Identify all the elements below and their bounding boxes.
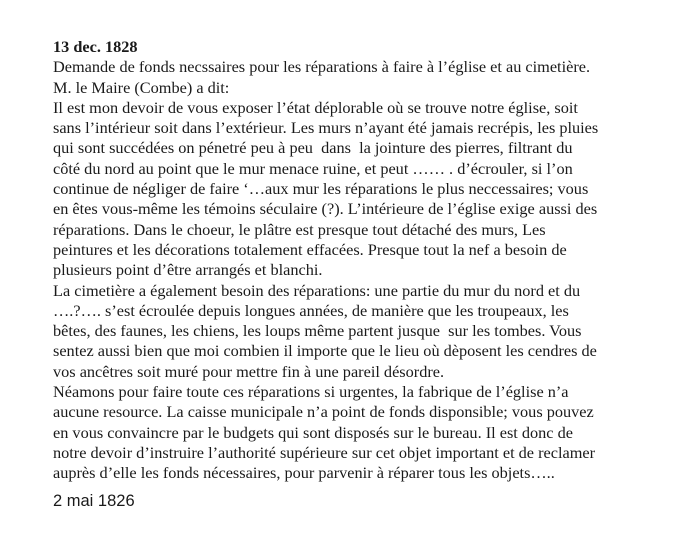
- text-line-4: sans l’intérieur soit dans l’extérieur. Les murs n’ayant été jamais recrépis, les pluies: [53, 118, 599, 138]
- text-line-19: en vous convaincre par le budgets qui sont disposés sur le bureau. Il est donc de: [53, 422, 573, 442]
- text-line-15: sentez aussi bien que moi combien il importe que le lieu où dèposent les cendres de: [53, 341, 597, 361]
- document-body: [53, 37, 673, 484]
- heading-date: 13 dec. 1828: [53, 37, 138, 56]
- footer-date: 2 mai 1826: [53, 492, 135, 510]
- text-line-20: notre devoir d’instruire l’authorité supérieure sur cet objet important et de reclamer: [53, 442, 596, 462]
- text-line-18: aucune resource. La caisse municipale n’a point de fonds disponsible; vous pouvez: [53, 402, 594, 422]
- text-line-7: continue de négliger de faire ‘…aux mur les réparations le plus neccessaires; vous: [53, 179, 589, 199]
- text-line-2: M. le Maire (Combe) a dit:: [53, 77, 230, 97]
- text-line-17: Néamons pour faire toute ces réparations si urgentes, la fabrique de l’église n’a: [53, 382, 569, 402]
- text-line-9: réparations. Dans le choeur, le plâtre est presque tout détaché des murs, Les: [53, 219, 546, 239]
- text-line-16: vos ancêtres soit muré pour mettre fin à une pareil désordre.: [53, 361, 445, 381]
- text-line-8: en êtes vous-même les témoins séculaire (?). L’intérieure de l’église exige aussi des: [53, 199, 598, 219]
- text-line-12: La cimetière a également besoin des réparations: une partie du mur du nord et du: [53, 280, 581, 300]
- text-line-3: Il est mon devoir de vous exposer l’état déplorable où se trouve notre église, soit: [53, 97, 578, 117]
- text-line-21: auprès d’elle les fonds nécessaires, pour parvenir à réparer tous les objets…..: [53, 463, 555, 483]
- text-line-11: plusieurs point d’être arrangés et blanchi.: [53, 260, 323, 280]
- text-line-14: bêtes, des faunes, les chiens, les loups même partent jusque sur les tombes. Vous: [53, 321, 582, 341]
- text-line-6: côté du nord au point que le mur menace ruine, et peut …… . d’écrouler, si l’on: [53, 158, 573, 178]
- text-line-5: qui sont succédées on pénetré peu à peu dans la jointure des pierres, filtrant du: [53, 138, 573, 158]
- text-line-10: peintures et les décorations totalement effacées. Presque tout la nef a besoin de: [53, 239, 567, 259]
- text-line-1: Demande de fonds necssaires pour les réparations à faire à l’église et au cimetière.: [53, 57, 591, 77]
- text-line-13: ….?…. s’est écroulée depuis longues années, de manière que les troupeaux, les: [53, 300, 569, 320]
